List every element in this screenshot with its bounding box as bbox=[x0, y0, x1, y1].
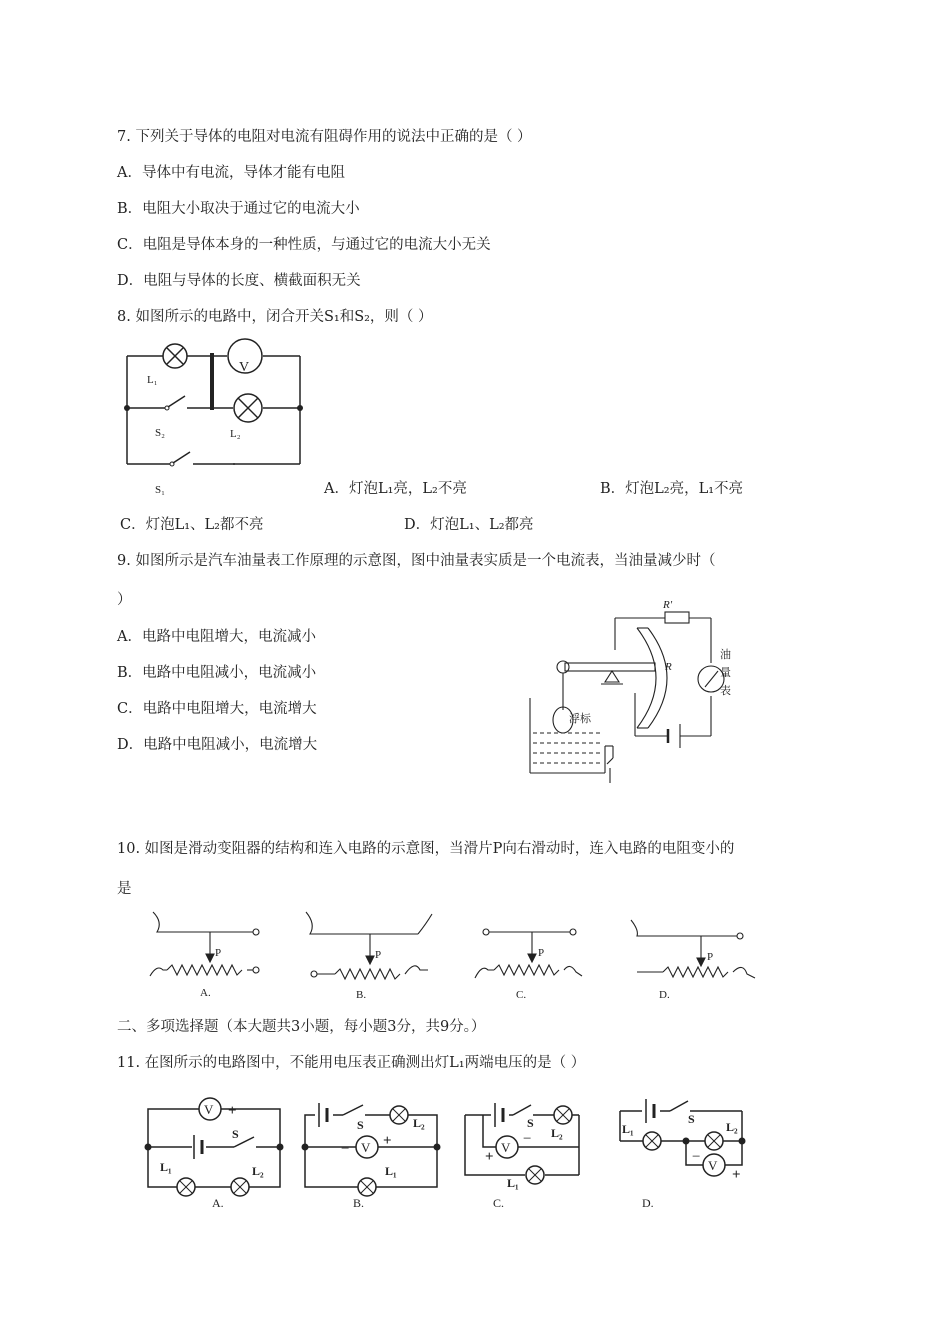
svg-text:C.: C. bbox=[493, 1196, 505, 1210]
svg-text:A.: A. bbox=[200, 987, 211, 999]
q10-stem: 10. 如图是滑动变阻器的结构和连入电路的示意图，当滑片P向右滑动时，连入电路的电阻变小的 bbox=[117, 841, 735, 857]
svg-text:V: V bbox=[204, 1102, 214, 1117]
lamp-l2-icon bbox=[705, 1132, 723, 1150]
svg-text:−: − bbox=[523, 1131, 532, 1147]
svg-text:油: 油 bbox=[720, 649, 731, 661]
svg-text:L₁: L₁ bbox=[622, 1122, 634, 1136]
svg-text:L₁: L₁ bbox=[385, 1164, 397, 1178]
svg-text:D.: D. bbox=[642, 1196, 654, 1210]
q10-rheostat-b[interactable] bbox=[300, 910, 440, 1000]
svg-text:P: P bbox=[538, 947, 545, 959]
svg-text:S₂: S₂ bbox=[155, 427, 165, 439]
svg-text:L₂: L₂ bbox=[726, 1120, 738, 1134]
svg-text:L₁: L₁ bbox=[147, 374, 158, 386]
svg-text:−: − bbox=[692, 1149, 701, 1165]
battery-icon bbox=[192, 1135, 206, 1159]
q10-stem-end: 是 bbox=[117, 881, 132, 897]
q8-option-c[interactable]: C．灯泡L₁、L₂都不亮 bbox=[120, 517, 264, 533]
q10-rheostat-d[interactable] bbox=[625, 910, 765, 1000]
q11-circuit-a[interactable] bbox=[140, 1095, 290, 1210]
q9-option-c[interactable]: C．电路中电阻增大，电流增大 bbox=[117, 701, 317, 717]
q8-option-a[interactable]: A．灯泡L₁亮，L₂不亮 bbox=[324, 481, 467, 497]
svg-text:P: P bbox=[215, 947, 222, 959]
svg-text:V: V bbox=[239, 360, 250, 375]
lamp-l1-icon bbox=[526, 1166, 544, 1184]
lamp-l1-icon bbox=[163, 344, 187, 368]
q11-circuit-b[interactable] bbox=[297, 1095, 447, 1210]
lamp-l1-icon bbox=[177, 1178, 195, 1196]
lamp-l1-icon bbox=[643, 1132, 661, 1150]
svg-text:−: − bbox=[341, 1141, 350, 1157]
svg-text:P: P bbox=[707, 951, 714, 963]
lamp-l2-icon bbox=[390, 1106, 408, 1124]
svg-text:−: − bbox=[182, 1102, 191, 1118]
svg-text:S₁: S₁ bbox=[155, 484, 165, 496]
voltmeter-icon bbox=[703, 1154, 725, 1176]
lamp-l2-icon bbox=[234, 394, 262, 422]
battery-icon bbox=[315, 1103, 333, 1127]
svg-text:S: S bbox=[232, 1127, 239, 1141]
svg-text:L₂: L₂ bbox=[230, 428, 241, 440]
svg-text:+: + bbox=[485, 1149, 494, 1165]
q7-option-c[interactable]: C．电阻是导体本身的一种性质，与通过它的电流大小无关 bbox=[117, 237, 491, 253]
q11-circuit-c[interactable] bbox=[455, 1095, 595, 1210]
q11-stem: 11. 在图所示的电路图中，不能用电压表正确测出灯L₁两端电压的是（ ） bbox=[117, 1055, 586, 1071]
svg-text:V: V bbox=[361, 1140, 371, 1155]
svg-text:D.: D. bbox=[659, 989, 670, 1001]
voltmeter-icon bbox=[356, 1136, 378, 1158]
svg-text:P: P bbox=[375, 949, 382, 961]
svg-text:S: S bbox=[357, 1118, 364, 1132]
q9-stem: 9. 如图所示是汽车油量表工作原理的示意图，图中油量表实质是一个电流表，当油量减少时（ bbox=[117, 553, 716, 569]
svg-text:L₂: L₂ bbox=[551, 1126, 563, 1140]
q9-option-a[interactable]: A．电路中电阻增大，电流减小 bbox=[117, 629, 316, 645]
q9-option-b[interactable]: B．电路中电阻减小，电流减小 bbox=[117, 665, 317, 681]
svg-text:S: S bbox=[688, 1112, 695, 1126]
lamp-l1-icon bbox=[358, 1178, 376, 1196]
q9-stem-end: ） bbox=[117, 592, 132, 608]
svg-text:+: + bbox=[228, 1103, 237, 1119]
q7-option-b[interactable]: B．电阻大小取决于通过它的电流大小 bbox=[117, 201, 360, 217]
svg-text:V: V bbox=[501, 1140, 511, 1155]
q8-option-d[interactable]: D．灯泡L₁、L₂都亮 bbox=[404, 517, 534, 533]
section-2-heading: 二、多项选择题（本大题共3小题，每小题3分，共9分。） bbox=[117, 1019, 486, 1035]
lamp-l2-icon bbox=[231, 1178, 249, 1196]
svg-text:V: V bbox=[708, 1158, 718, 1173]
svg-text:表: 表 bbox=[720, 685, 731, 697]
battery-icon bbox=[642, 1099, 660, 1123]
voltmeter-icon bbox=[228, 339, 262, 375]
q9-fuel-gauge-diagram bbox=[525, 598, 755, 788]
svg-text:R': R' bbox=[663, 599, 673, 611]
q7-option-d[interactable]: D．电阻与导体的长度、横截面积无关 bbox=[117, 273, 361, 289]
svg-text:R: R bbox=[665, 661, 672, 673]
switch-s1-icon bbox=[170, 452, 190, 466]
q8-circuit-diagram bbox=[115, 338, 315, 496]
svg-text:量: 量 bbox=[720, 667, 731, 679]
svg-text:C.: C. bbox=[516, 989, 527, 1001]
svg-text:+: + bbox=[732, 1167, 741, 1183]
svg-text:L₁: L₁ bbox=[507, 1176, 519, 1190]
q8-stem: 8. 如图所示的电路中，闭合开关S₁和S₂，则（ ） bbox=[117, 309, 433, 325]
voltmeter-icon bbox=[199, 1098, 221, 1120]
svg-text:B.: B. bbox=[356, 989, 367, 1001]
lamp-l2-icon bbox=[554, 1106, 572, 1124]
svg-text:L₂: L₂ bbox=[252, 1164, 264, 1178]
svg-text:L₁: L₁ bbox=[160, 1160, 172, 1174]
switch-icon bbox=[670, 1101, 690, 1113]
voltmeter-icon bbox=[496, 1136, 518, 1158]
switch-icon bbox=[343, 1105, 365, 1117]
svg-text:A.: A. bbox=[212, 1196, 224, 1210]
q7-stem: 7. 下列关于导体的电阻对电流有阻碍作用的说法中正确的是（ ） bbox=[117, 129, 532, 145]
battery-icon bbox=[491, 1103, 509, 1127]
q10-rheostat-a[interactable] bbox=[145, 910, 275, 1000]
q7-option-a[interactable]: A．导体中有电流，导体才能有电阻 bbox=[117, 165, 345, 181]
svg-text:+: + bbox=[383, 1133, 392, 1149]
svg-text:L₂: L₂ bbox=[413, 1116, 425, 1130]
svg-text:S: S bbox=[527, 1116, 534, 1130]
switch-s2-icon bbox=[165, 396, 185, 410]
q9-option-d[interactable]: D．电路中电阻减小，电流增大 bbox=[117, 737, 318, 753]
q11-circuit-d[interactable] bbox=[612, 1095, 757, 1210]
svg-text:浮标: 浮标 bbox=[569, 713, 591, 725]
q8-option-b[interactable]: B．灯泡L₂亮，L₁不亮 bbox=[600, 481, 744, 497]
q10-rheostat-c[interactable] bbox=[470, 910, 590, 1000]
svg-text:B.: B. bbox=[353, 1196, 365, 1210]
